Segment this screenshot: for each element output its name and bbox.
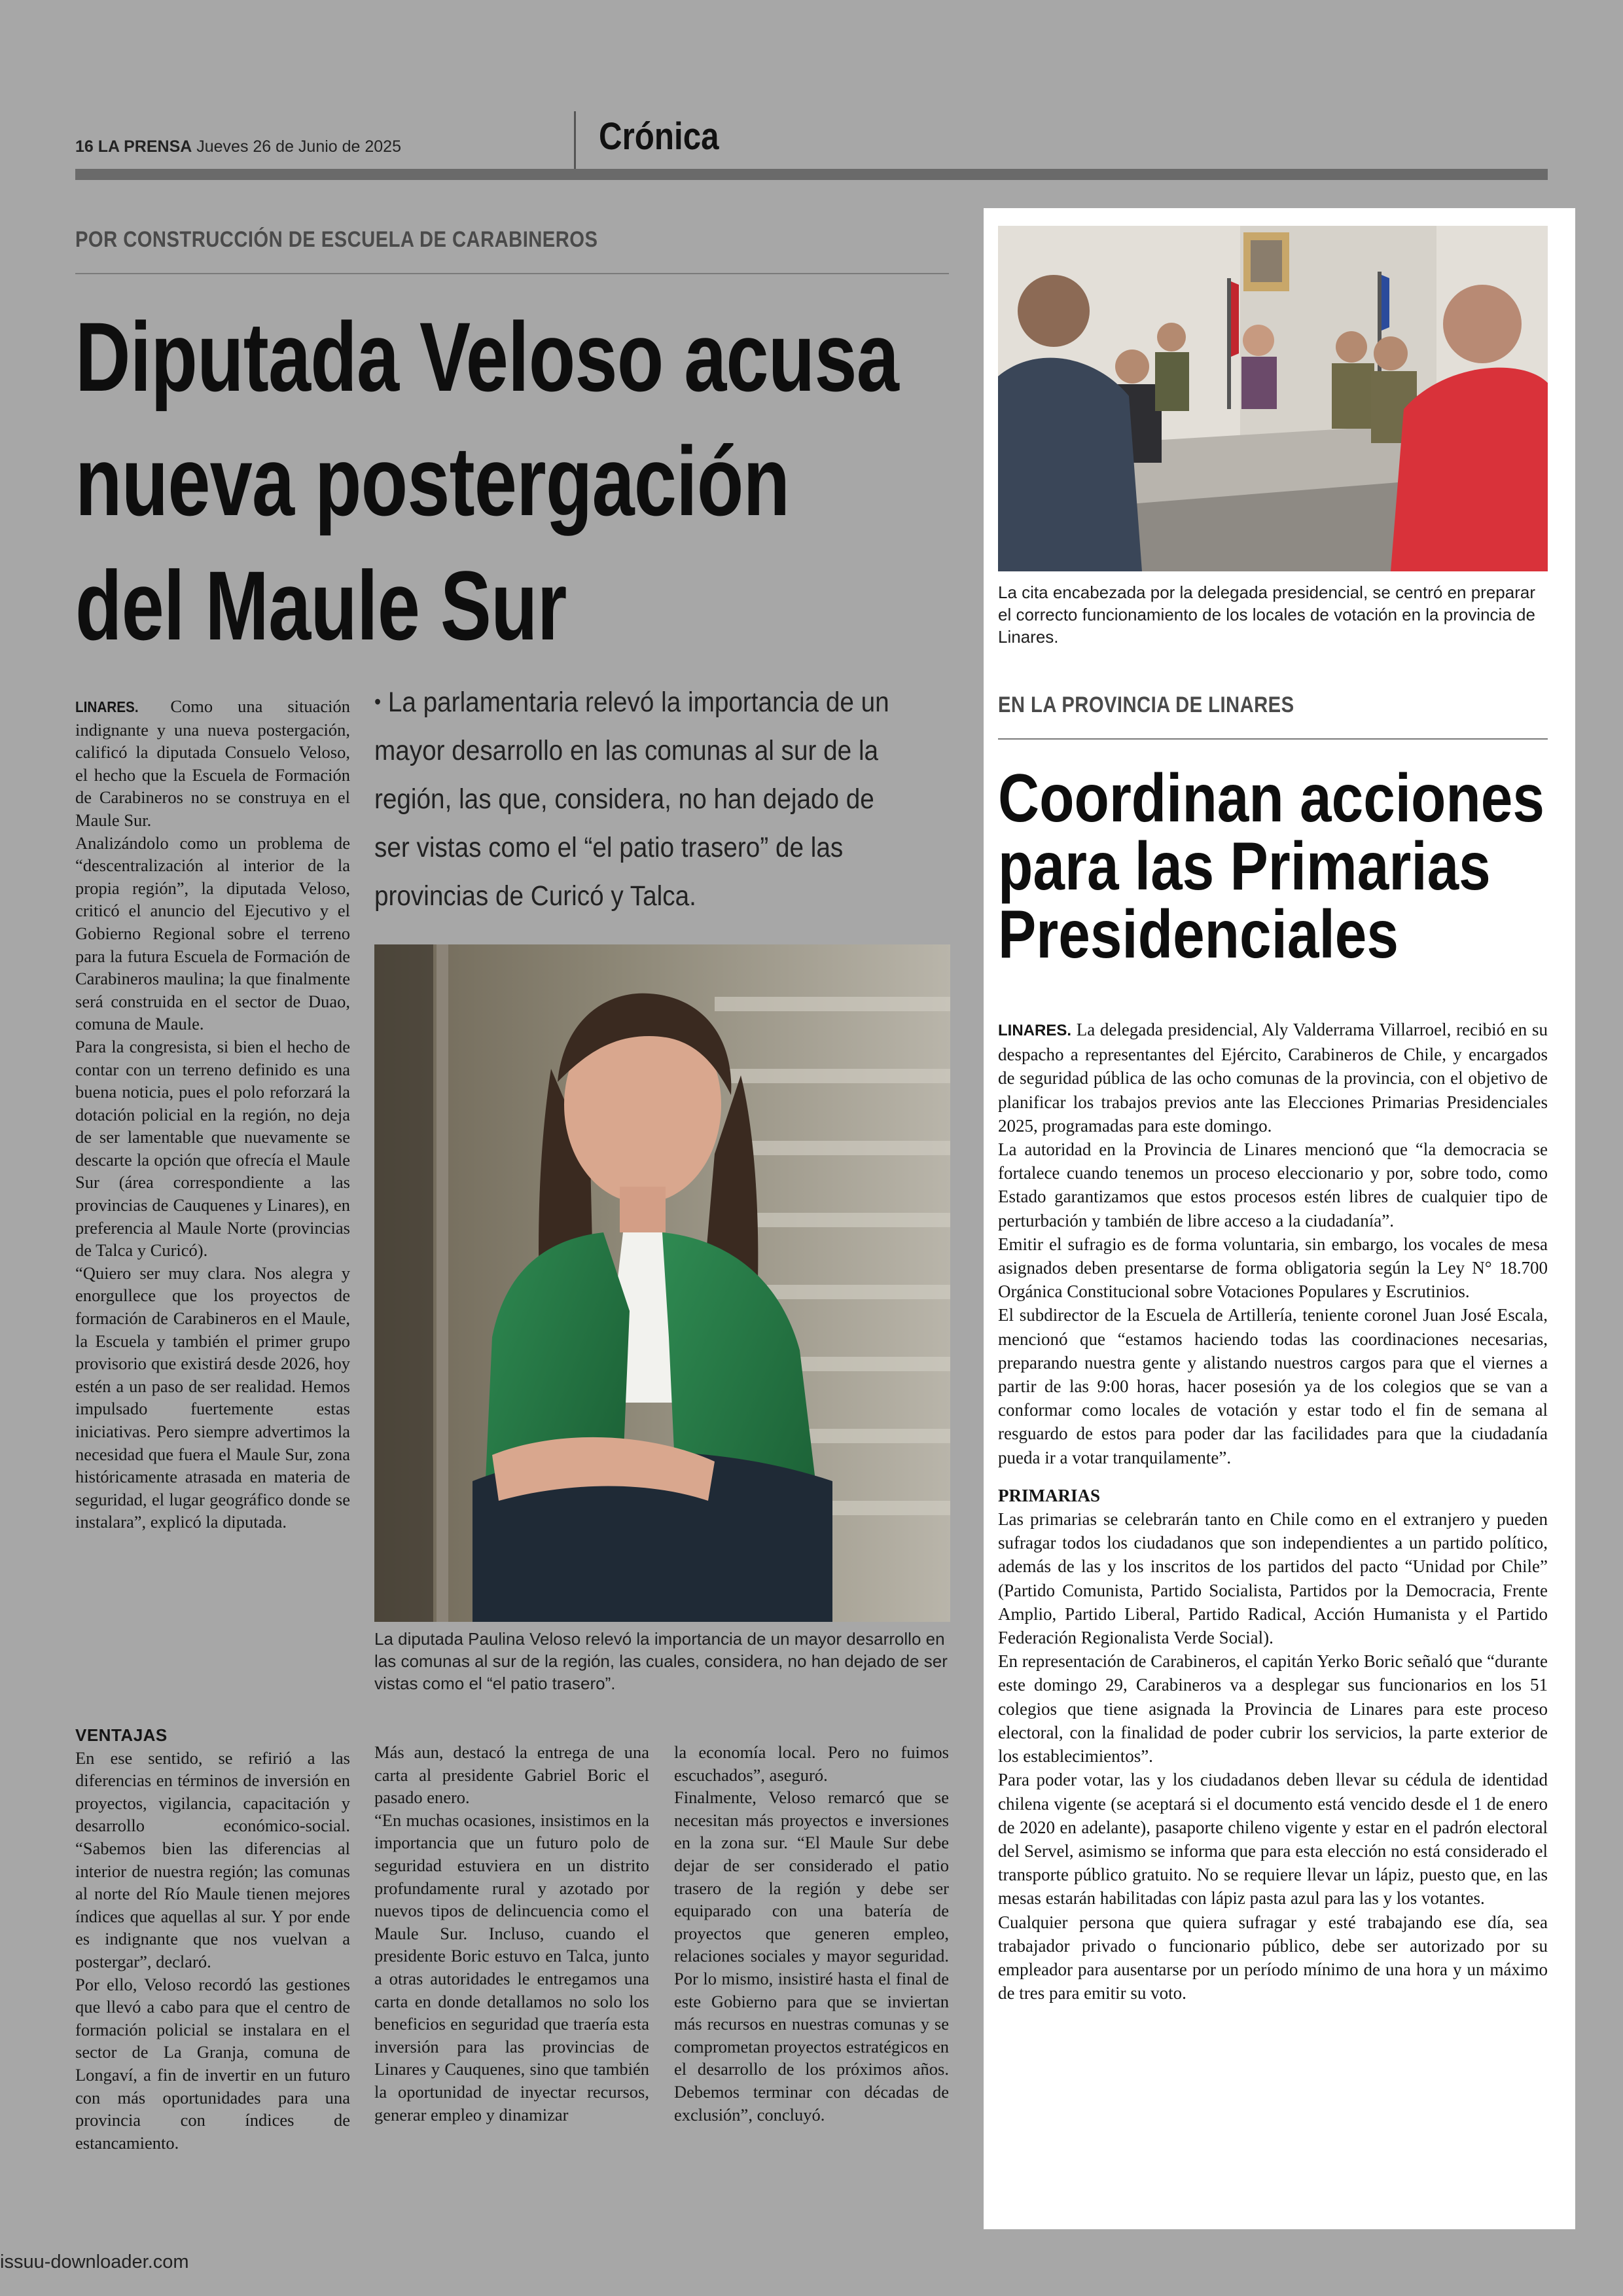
main-column-1-bottom: [75, 1716, 350, 2154]
paragraph: Más aun, destacó la entrega de una carta al presidente Gabriel Boric el pasado enero.: [374, 1742, 649, 1808]
paragraph: la economía local. Pero no fuimos escuchados”, aseguró.: [674, 1742, 949, 1785]
header-bar: [75, 169, 1548, 180]
paragraph: En ese sentido, se refirió a las diferencias en términos de inversión en proyectos, vigilancia, capacitación y desarrollo económico-social. “Sabemos bien las diferencias al interior de nuestra región; las comunas al norte del Río Maule tienen mejores índices que aquellas al sur. Y por ende es indignante que nos vuelvan a postergar”, declaró.: [75, 1748, 350, 1971]
paragraph: LINARES. La delegada presidencial, Aly Valderrama Villarroel, recibió en su despacho a representantes del Ejército, Carabineros de Chile, y encargados de seguridad pública de las ocho comunas de la provincia, con el objetivo de planificar los trabajos previos ante las Elecciones Primarias Presidenciales 2025, programadas para este domingo.: [998, 1020, 1548, 1136]
side-dateline: LINARES.: [998, 1022, 1072, 1039]
headline-line: para las Primarias: [998, 829, 1491, 905]
main-photo-caption: La diputada Paulina Veloso relevó la importancia de un mayor desarrollo en las comunas al sur de la región, las cuales, considera, no han dejado de ser vistas como el “el patio trasero”.: [374, 1629, 948, 1693]
main-lead-bullet: [374, 677, 899, 920]
main-column-3: [674, 1741, 949, 2126]
paragraph: La autoridad en la Provincia de Linares mencionó que “la democracia se fortalece cuando tenemos un proceso eleccionario y por, sobre todo, como Estado garantizamos que estos procesos estén libres de cualquier tipo de perturbación y también de libre acceso a la ciudadanía”.: [998, 1139, 1548, 1230]
paragraph: Para la congresista, si bien el hecho de contar con un terreno definido es una buena noticia, pues el polo reforzará la dotación policial en la región, no deja de ser lamentable que nuevamente se descarte la opción que ofrecía el Maule Sur (área correspondiente a las provincias de Cauquenes y Linares), en preferencia al Maule Norte (provincias de Talca y Curicó).: [75, 1036, 350, 1261]
publication-name: LA PRENSA: [98, 137, 192, 156]
paragraph: Las primarias se celebrarán tanto en Chile como en el extranjero y pueden sufragar todos los ciudadanos que son independientes a un partido político, además de las y los inscritos de los partidos del pacto “Unidad por Chile” (Partido Comunista, Partido Socialista, Partidos por la Democracia, Frente Amplio, Partido Liberal, Partido Radical, Acción Humanista y el Partido Federación Regionalista Verde Social).: [998, 1509, 1548, 1648]
paragraph: Cualquier persona que quiera sufragar y esté trabajando ese día, sea trabajador privado o funcionario público, debe ser autorizado por su empleador para ausentarse por un período mínimo de una hora y un máximo de tres para emitir su voto.: [998, 1912, 1548, 2003]
paragraph: El subdirector de la Escuela de Artillería, teniente coronel Juan José Escala, mencionó que “estamos haciendo todas las coordinaciones necesarias, preparando nuestra gente y alistando nuestros cargos para que el viernes a partir de las 9:00 horas, hacer posesión ya de los colegios que se van a conformar como locales de votación y estar todo el fin de semana al resguardo de estos para poder dar las facilidades para que la ciudadanía pueda ir a votar tranquilamente”.: [998, 1305, 1548, 1467]
main-kicker: POR CONSTRUCCIÓN DE ESCUELA DE CARABINEROS: [75, 227, 598, 252]
publication-date: Jueves 26 de Junio de 2025: [196, 137, 401, 156]
paragraph: Para poder votar, las y los ciudadanos deben llevar su cédula de identidad chilena vigente (se aceptará si el documento está vencido desde el 1 de enero de 2020 en adelante), pasaporte chileno vigente y estar en el padrón electoral del Servel, asimismo se informa que para esta elección no está considerado el transporte público gratuito. No se requiere llevar un lápiz, puesto que, en las mesas estarán habilitadas con lápiz pasta azul para las y los votantes.: [998, 1770, 1548, 1909]
subhead-primarias: PRIMARIAS: [998, 1485, 1101, 1505]
side-kicker: EN LA PROVINCIA DE LINARES: [998, 692, 1294, 717]
side-article-body: [998, 1018, 1548, 2005]
headline-line: Presidenciales: [998, 897, 1399, 973]
paragraph: LINARES. Como una situación indignante y una nueva postergación, calificó la diputada Consuelo Veloso, el hecho que la Escuela de Formación de Carabineros no se construya en el Maule Sur.: [75, 696, 351, 830]
page-number: 16: [75, 137, 94, 156]
header-divider: [574, 111, 576, 171]
paragraph: Finalmente, Veloso remarcó que se necesitan más proyectos e inversiones en la zona sur. “El Maule Sur debe dejar de ser considerado el patio trasero de la región y debe ser equiparado con una batería de proyectos que generen empleo, relaciones sociales y mayor seguridad. Por lo mismo, insistiré hasta el final de este Gobierno para que se inviertan más recursos en nuestras comunas y se comprometan proyectos estratégicos en el desarrollo de los próximos años. Debemos terminar con décadas de exclusión”, concluyó.: [674, 1787, 949, 2125]
dateline: LINARES.: [75, 698, 139, 715]
paragraph: Emitir el sufragio es de forma voluntaria, sin embargo, los vocales de mesa asignados deben presentarse de forma obligatoria según la Ley N° 18.700 Orgánica Constitucional sobre Votaciones Populares y Escrutinios.: [998, 1234, 1548, 1302]
paragraph: Analizándolo como un problema de “descentralización al interior de la propia región”, la diputada Veloso, criticó el anuncio del Ejecutivo y el Gobierno Regional sobre el terreno para la futura Escuela de Formación de Carabineros maulina; la que finalmente será construida en el sector de Duao, comuna de Maule.: [75, 833, 350, 1034]
meeting-image: [998, 226, 1548, 571]
subhead-ventajas: VENTAJAS: [75, 1725, 168, 1745]
headline-line: nueva postergación: [75, 426, 790, 536]
paragraph: “En muchas ocasiones, insistimos en la importancia que un futuro polo de seguridad estuviera en un distrito profundamente rural y azotado por nuevos tipos de delincuencia como el Maule Sur. Incluso, cuando el presidente Boric estuvo en Talca, junto a otras autoridades le entregamos una carta en donde detallamos no solo los beneficios en seguridad que traería esta inversión para las provincias de Linares y Cauquenes, sino que también la oportunidad de inyectar recursos, generar empleo y dinamizar: [374, 1810, 649, 2125]
side-kicker-rule: [998, 738, 1548, 740]
meeting-photo: [998, 226, 1548, 571]
section-title: Crónica: [599, 115, 719, 158]
meeting-photo-caption: La cita encabezada por la delegada presidencial, se centró en preparar el correcto funcionamiento de los locales de votación en la provincia de Linares.: [998, 583, 1535, 647]
kicker-rule: [75, 273, 949, 274]
main-headline: [75, 295, 899, 668]
main-column-2: [374, 1741, 649, 2126]
headline-line: Coordinan acciones: [998, 761, 1544, 836]
bullet-dot: •: [374, 690, 382, 713]
main-photo: [374, 944, 950, 1622]
lead-text: La parlamentaria relevó la importancia de un mayor desarrollo en las comunas al sur de la región, las que, considera, no han dejado de ser vistas como el “el patio trasero” de las provincias de Curicó y Talca.: [374, 687, 889, 912]
paragraph: Por ello, Veloso recordó las gestiones que llevó a cabo para que el centro de formación policial se instalara en el sector de La Granja, comuna de Longaví, a fin de invertir en un futuro con más oportunidades para una provincia con índices de estancamiento.: [75, 1974, 350, 2153]
paragraph: En representación de Carabineros, el capitán Yerko Boric señaló que “durante este domingo 29, Carabineros va a desplegar sus funcionarios en los 51 colegios que tiene asignada la Provincia de Linares para este proceso electoral, con la finalidad de poder cubrir los servicios, la parte exterior de los establecimientos”.: [998, 1651, 1548, 1767]
portrait-image: [374, 944, 950, 1622]
main-column-1: [75, 695, 350, 1534]
paragraph: “Quiero ser muy clara. Nos alegra y enorgullece que los proyectos de formación de Carabineros en el Maule, la Escuela y también el primer grupo provisorio que existirá desde 2026, hoy estén a un paso de ser realidad. Hemos impulsado fuertemente estas iniciativas. Pero siempre advertimos la necesidad que fuera el Maule Sur, zona históricamente atrasada en materia de seguridad, el lugar geográfico donde se instalara”, explicó la diputada.: [75, 1263, 350, 1532]
headline-line: del Maule Sur: [75, 550, 567, 660]
watermark: issuu-downloader.com: [0, 2251, 189, 2272]
page-folio: [75, 137, 401, 156]
headline-line: Diputada Veloso acusa: [75, 302, 899, 412]
side-headline: [998, 761, 1544, 973]
